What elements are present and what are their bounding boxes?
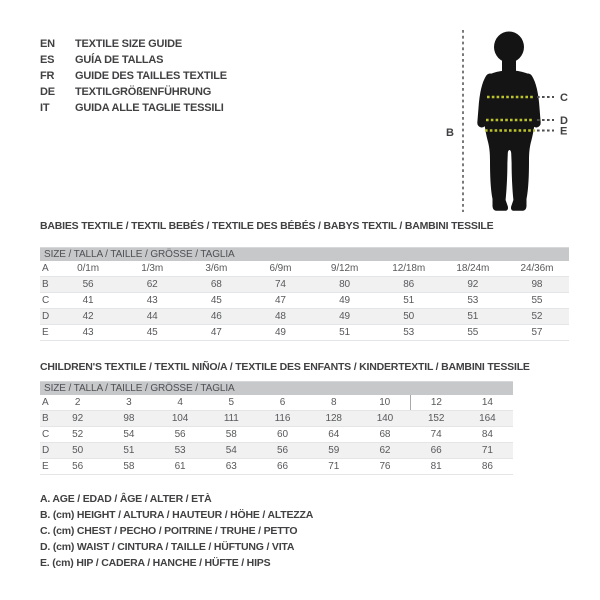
cell: 61 <box>154 459 205 475</box>
cell: 6/9m <box>248 261 312 277</box>
cell: 9/12m <box>313 261 377 277</box>
cell: 92 <box>52 411 103 427</box>
cell: 58 <box>103 459 154 475</box>
cell: 140 <box>359 411 410 427</box>
cell: 50 <box>52 443 103 459</box>
legend-item-age: A. AGE / EDAD / ÂGE / ALTER / ETÀ <box>40 493 212 505</box>
cell: 98 <box>505 277 569 293</box>
cell: 54 <box>206 443 257 459</box>
row-letter: D <box>40 309 56 325</box>
cell: 57 <box>505 325 569 341</box>
row-letter: A <box>40 395 52 411</box>
row-letter: E <box>40 325 56 341</box>
cell: 49 <box>313 293 377 309</box>
row-letter: A <box>40 261 56 277</box>
table-row <box>40 293 569 309</box>
height-measure-label: B <box>446 127 454 139</box>
cell: 63 <box>206 459 257 475</box>
cell: 46 <box>184 309 248 325</box>
cell: 24/36m <box>505 261 569 277</box>
cell: 43 <box>120 293 184 309</box>
cell: 12 <box>411 395 462 411</box>
cell: 49 <box>248 325 312 341</box>
cell: 5 <box>206 395 257 411</box>
hip-measure-label: E <box>560 125 568 138</box>
cell: 164 <box>462 411 513 427</box>
language-title-list <box>40 36 227 116</box>
size-header-label: SIZE / TALLA / TAILLE / GRÖSSE / TAGLIA <box>40 382 513 396</box>
legend-item-chest: C. (cm) CHEST / PECHO / POITRINE / TRUHE / PETTO <box>40 525 298 537</box>
cell: 50 <box>377 309 441 325</box>
cell: 62 <box>120 277 184 293</box>
cell: 12/18m <box>377 261 441 277</box>
cell: 81 <box>411 459 462 475</box>
cell: 1/3m <box>120 261 184 277</box>
cell: 68 <box>359 427 410 443</box>
cell: 54 <box>103 427 154 443</box>
cell: 49 <box>313 309 377 325</box>
cell: 0/1m <box>56 261 120 277</box>
lang-code: DE <box>40 86 55 98</box>
cell: 116 <box>257 411 308 427</box>
row-letter: B <box>40 277 56 293</box>
cell: 111 <box>206 411 257 427</box>
cell: 8 <box>308 395 359 411</box>
table-row <box>40 277 569 293</box>
cell: 80 <box>313 277 377 293</box>
cell: 76 <box>359 459 410 475</box>
cell: 45 <box>184 293 248 309</box>
lang-code: EN <box>40 38 55 50</box>
cell: 66 <box>257 459 308 475</box>
measure-legend <box>40 491 313 571</box>
cell: 58 <box>206 427 257 443</box>
cell: 51 <box>313 325 377 341</box>
cell: 51 <box>441 309 505 325</box>
row-letter: C <box>40 427 52 443</box>
cell: 68 <box>184 277 248 293</box>
cell: 52 <box>52 427 103 443</box>
cell: 56 <box>257 443 308 459</box>
cell: 53 <box>154 443 205 459</box>
table-row <box>40 443 513 459</box>
cell: 55 <box>505 293 569 309</box>
cell: 152 <box>411 411 462 427</box>
cell: 52 <box>505 309 569 325</box>
cell: 3/6m <box>184 261 248 277</box>
cell: 128 <box>308 411 359 427</box>
cell: 92 <box>441 277 505 293</box>
row-letter: C <box>40 293 56 309</box>
cell: 56 <box>154 427 205 443</box>
cell: 44 <box>120 309 184 325</box>
lang-code: IT <box>40 102 50 114</box>
cell: 104 <box>154 411 205 427</box>
lang-label: GUIDE DES TAILLES TEXTILE <box>75 70 227 82</box>
cell: 48 <box>248 309 312 325</box>
cell: 10 <box>359 395 410 411</box>
cell: 86 <box>377 277 441 293</box>
row-letter: D <box>40 443 52 459</box>
table-row <box>40 309 569 325</box>
cell: 86 <box>462 459 513 475</box>
cell: 6 <box>257 395 308 411</box>
cell: 62 <box>359 443 410 459</box>
cell: 2 <box>52 395 103 411</box>
table-row <box>40 427 513 443</box>
children-table-title: CHILDREN'S TEXTILE / TEXTIL NIÑO/A / TEXTILE DES ENFANTS / KINDERTEXTIL / BAMBINI TESSILE <box>40 361 530 373</box>
table-row <box>40 261 569 277</box>
cell: 59 <box>308 443 359 459</box>
cell: 4 <box>154 395 205 411</box>
cell: 84 <box>462 427 513 443</box>
cell: 41 <box>56 293 120 309</box>
waist-measure-label: D <box>560 115 568 127</box>
cell: 43 <box>56 325 120 341</box>
table-row <box>40 395 513 411</box>
child-silhouette <box>482 32 536 211</box>
row-letter: E <box>40 459 52 475</box>
cell: 53 <box>377 325 441 341</box>
legend-item-waist: D. (cm) WAIST / CINTURA / TAILLE / HÜFTUNG / VITA <box>40 541 295 553</box>
cell: 98 <box>103 411 154 427</box>
size-header-label: SIZE / TALLA / TAILLE / GRÖSSE / TAGLIA <box>40 248 569 262</box>
cell: 45 <box>120 325 184 341</box>
cell: 71 <box>308 459 359 475</box>
legend-item-height: B. (cm) HEIGHT / ALTURA / HAUTEUR / HÖHE / ALTEZZA <box>40 509 314 521</box>
cell: 51 <box>103 443 154 459</box>
table-row <box>40 459 513 475</box>
cell: 18/24m <box>441 261 505 277</box>
lang-label: TEXTILGRÖßENFÜHRUNG <box>75 86 212 98</box>
cell: 3 <box>103 395 154 411</box>
cell: 42 <box>56 309 120 325</box>
cell: 74 <box>411 427 462 443</box>
lang-label: GUIDA ALLE TAGLIE TESSILI <box>75 102 224 114</box>
lang-code: ES <box>40 54 55 66</box>
cell: 71 <box>462 443 513 459</box>
cell: 60 <box>257 427 308 443</box>
cell: 56 <box>52 459 103 475</box>
lang-row-fr <box>40 68 227 84</box>
cell: 47 <box>248 293 312 309</box>
lang-code: FR <box>40 70 55 82</box>
measurement-figure <box>440 12 600 222</box>
babies-size-table <box>40 247 569 341</box>
cell: 14 <box>462 395 513 411</box>
table-row <box>40 411 513 427</box>
chest-measure-label: C <box>560 92 568 104</box>
cell: 47 <box>184 325 248 341</box>
lang-label: TEXTILE SIZE GUIDE <box>75 38 183 50</box>
babies-table-title: BABIES TEXTILE / TEXTIL BEBÉS / TEXTILE DES BÉBÉS / BABYS TEXTIL / BAMBINI TESSILE <box>40 220 494 232</box>
lang-row-es <box>40 52 227 68</box>
table-row <box>40 325 569 341</box>
cell: 55 <box>441 325 505 341</box>
lang-row-en <box>40 36 227 52</box>
cell: 74 <box>248 277 312 293</box>
babies-size-header-row <box>40 248 569 262</box>
children-size-table <box>40 381 513 475</box>
lang-label: GUÍA DE TALLAS <box>75 54 164 66</box>
lang-row-de <box>40 84 227 100</box>
children-size-header-row <box>40 382 513 396</box>
cell: 64 <box>308 427 359 443</box>
cell: 53 <box>441 293 505 309</box>
cell: 51 <box>377 293 441 309</box>
cell: 56 <box>56 277 120 293</box>
lang-row-it <box>40 100 227 116</box>
legend-item-hip: E. (cm) HIP / CADERA / HANCHE / HÜFTE / HIPS <box>40 557 271 569</box>
cell: 66 <box>411 443 462 459</box>
row-letter: B <box>40 411 52 427</box>
